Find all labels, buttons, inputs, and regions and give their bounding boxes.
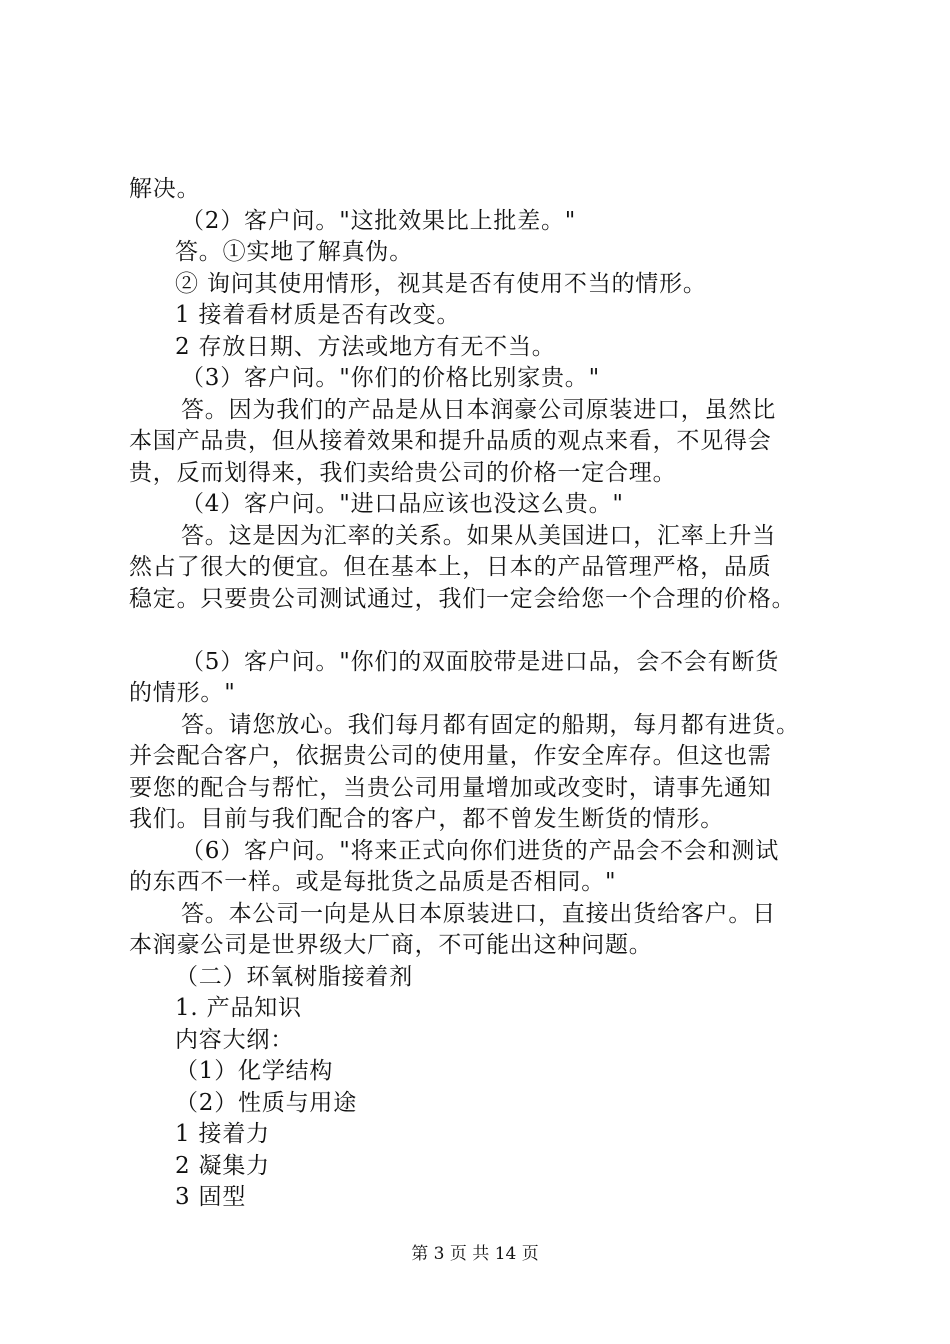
answer-4-line: 答。这是因为汇率的关系。如果从美国进口，汇率上升当: [181, 522, 776, 549]
answer-2-line: 1 接着看材质是否有改变。: [175, 302, 461, 328]
subsection-heading: 1. 产品知识: [175, 995, 302, 1021]
answer-2-line: 2 存放日期、方法或地方有无不当。: [175, 333, 556, 360]
document-body: [129, 174, 849, 1214]
question-3: （3）客户问。"你们的价格比别家贵。": [181, 365, 600, 391]
answer-5-line: 我们。目前与我们配合的客户，都不曾发生断货的情形。: [129, 806, 724, 832]
outline-subitem: 3 固型: [175, 1184, 247, 1210]
section-heading: （二）环氧树脂接着剂: [175, 963, 413, 990]
answer-3-line: 贵，反而划得来，我们卖给贵公司的价格一定合理。: [129, 459, 677, 486]
outline-item: （2）性质与用途: [175, 1089, 358, 1116]
answer-2-line: 答。①实地了解真伪。: [175, 239, 413, 265]
answer-5-line: 要您的配合与帮忙，当贵公司用量增加或改变时，请事先通知: [129, 774, 772, 801]
question-4: （4）客户问。"进口品应该也没这么贵。": [181, 491, 624, 517]
page-number-footer: 第 3 页 共 14 页: [411, 1244, 539, 1264]
answer-2-line: ② 询问其使用情形，视其是否有使用不当的情形。: [175, 270, 707, 297]
outline-subitem: 1 接着力: [175, 1121, 270, 1147]
answer-5-line: 并会配合客户，依据贵公司的使用量，作安全库存。但这也需: [129, 743, 772, 769]
answer-6-line: 答。本公司一向是从日本原装进口，直接出货给客户。日: [181, 900, 776, 927]
outline-item: （1）化学结构: [175, 1058, 334, 1084]
blank-line: [129, 615, 849, 647]
question-5: （5）客户问。"你们的双面胶带是进口品，会不会有断货: [181, 648, 780, 675]
question-5-line: 的情形。": [129, 680, 236, 706]
question-2: （2）客户问。"这批效果比上批差。": [181, 207, 577, 234]
question-6-line: 的东西不一样。或是每批货之品质是否相同。": [129, 869, 617, 895]
answer-6-line: 本润豪公司是世界级大厂商，不可能出这种问题。: [129, 932, 653, 958]
outline-label: 内容大纲：: [175, 1026, 294, 1053]
answer-4-line: 稳定。只要贵公司测试通过，我们一定会给您一个合理的价格。: [129, 585, 796, 612]
answer-4-line: 然占了很大的便宜。但在基本上，日本的产品管理严格，品质: [129, 554, 772, 580]
paragraph-line: 解决。: [129, 176, 201, 202]
answer-5-line: 答。请您放心。我们每月都有固定的船期，每月都有进货。: [181, 711, 800, 738]
answer-3-line: 答。因为我们的产品是从日本润豪公司原装进口，虽然比: [181, 396, 776, 423]
question-6: （6）客户问。"将来正式向你们进货的产品会不会和测试: [181, 837, 780, 864]
outline-subitem: 2 凝集力: [175, 1152, 270, 1179]
answer-3-line: 本国产品贵，但从接着效果和提升品质的观点来看，不见得会: [129, 428, 772, 454]
